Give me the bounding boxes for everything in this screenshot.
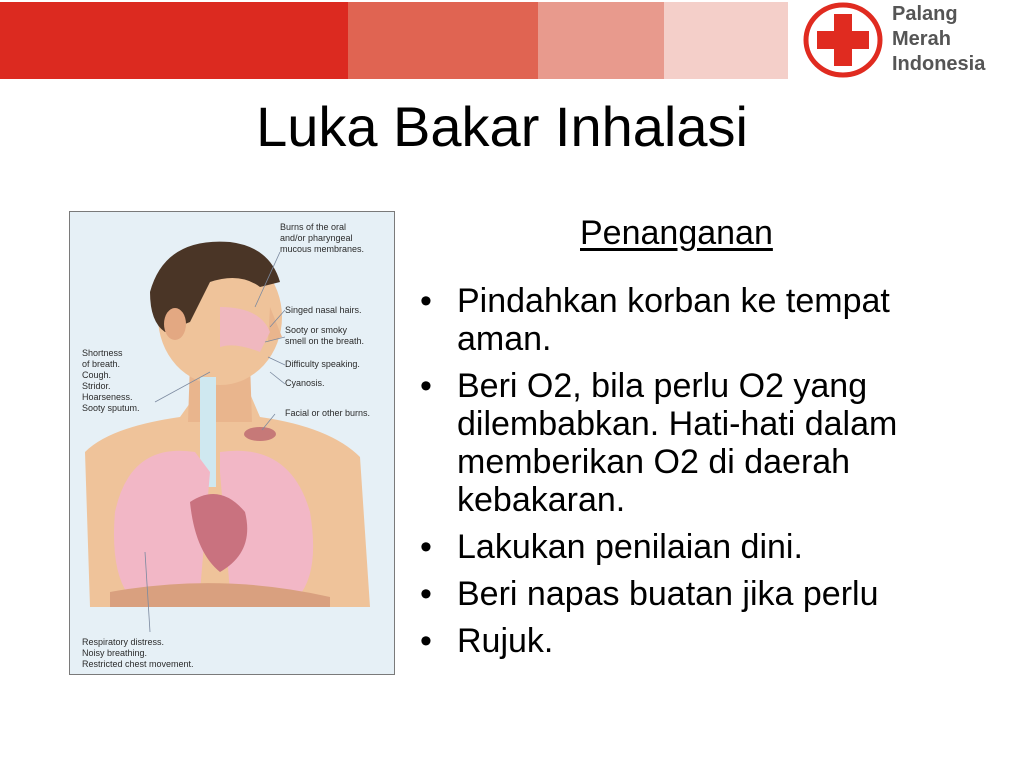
label-shortness-breath: Shortness of breath. Cough. Stridor. Hoarseness. Sooty sputum. — [82, 348, 140, 413]
label-respiratory-distress: Respiratory distress. Noisy breathing. Restricted chest movement. — [82, 637, 194, 669]
label-burns-oral: Burns of the oral and/or pharyngeal mucous membranes. — [280, 222, 365, 254]
bullet-text: Rujuk. — [457, 622, 554, 660]
bullet-item — [418, 367, 978, 519]
logo-line-2: Merah — [892, 28, 951, 50]
label-facial-burns: Facial or other burns. — [285, 408, 371, 418]
subheading: Penanganan — [580, 214, 773, 252]
bullet-text: Pindahkan korban ke tempat aman. — [457, 282, 890, 358]
logo-line-3: Indonesia — [892, 53, 986, 75]
bullet-text: Lakukan penilaian dini. — [457, 528, 803, 566]
bullet-dot-icon: • — [420, 575, 432, 613]
logo-line-1: Palang — [892, 3, 958, 25]
bullet-dot-icon: • — [420, 282, 432, 320]
label-sooty-breath: Sooty or smoky smell on the breath. — [285, 325, 365, 346]
label-difficulty-speaking: Difficulty speaking. — [285, 359, 360, 369]
header-band-2 — [348, 2, 538, 79]
header-band-4 — [664, 2, 788, 79]
bullet-item — [418, 528, 978, 566]
bullet-dot-icon: • — [420, 622, 432, 660]
red-cross-icon — [800, 0, 890, 84]
anatomy-drawing — [70, 212, 395, 675]
bullet-text: Beri napas buatan jika perlu — [457, 575, 879, 613]
bullet-item — [418, 282, 978, 358]
bullet-item — [418, 622, 978, 660]
respiratory-illustration — [69, 211, 395, 675]
bullet-dot-icon: • — [420, 367, 432, 405]
slide-title: Luka Bakar Inhalasi — [256, 95, 748, 158]
bullet-list — [418, 282, 978, 669]
logo-text — [892, 2, 985, 77]
bullet-text: Beri O2, bila perlu O2 yang dilembabkan. Hati-hati dalam memberikan O2 di daerah kebakaran. — [457, 367, 898, 519]
header-band-3 — [538, 2, 664, 79]
bullet-dot-icon: • — [420, 528, 432, 566]
label-singed-hairs: Singed nasal hairs. — [285, 305, 362, 315]
bullet-item — [418, 575, 978, 613]
label-cyanosis: Cyanosis. — [285, 378, 325, 388]
header-band-1 — [0, 2, 348, 79]
